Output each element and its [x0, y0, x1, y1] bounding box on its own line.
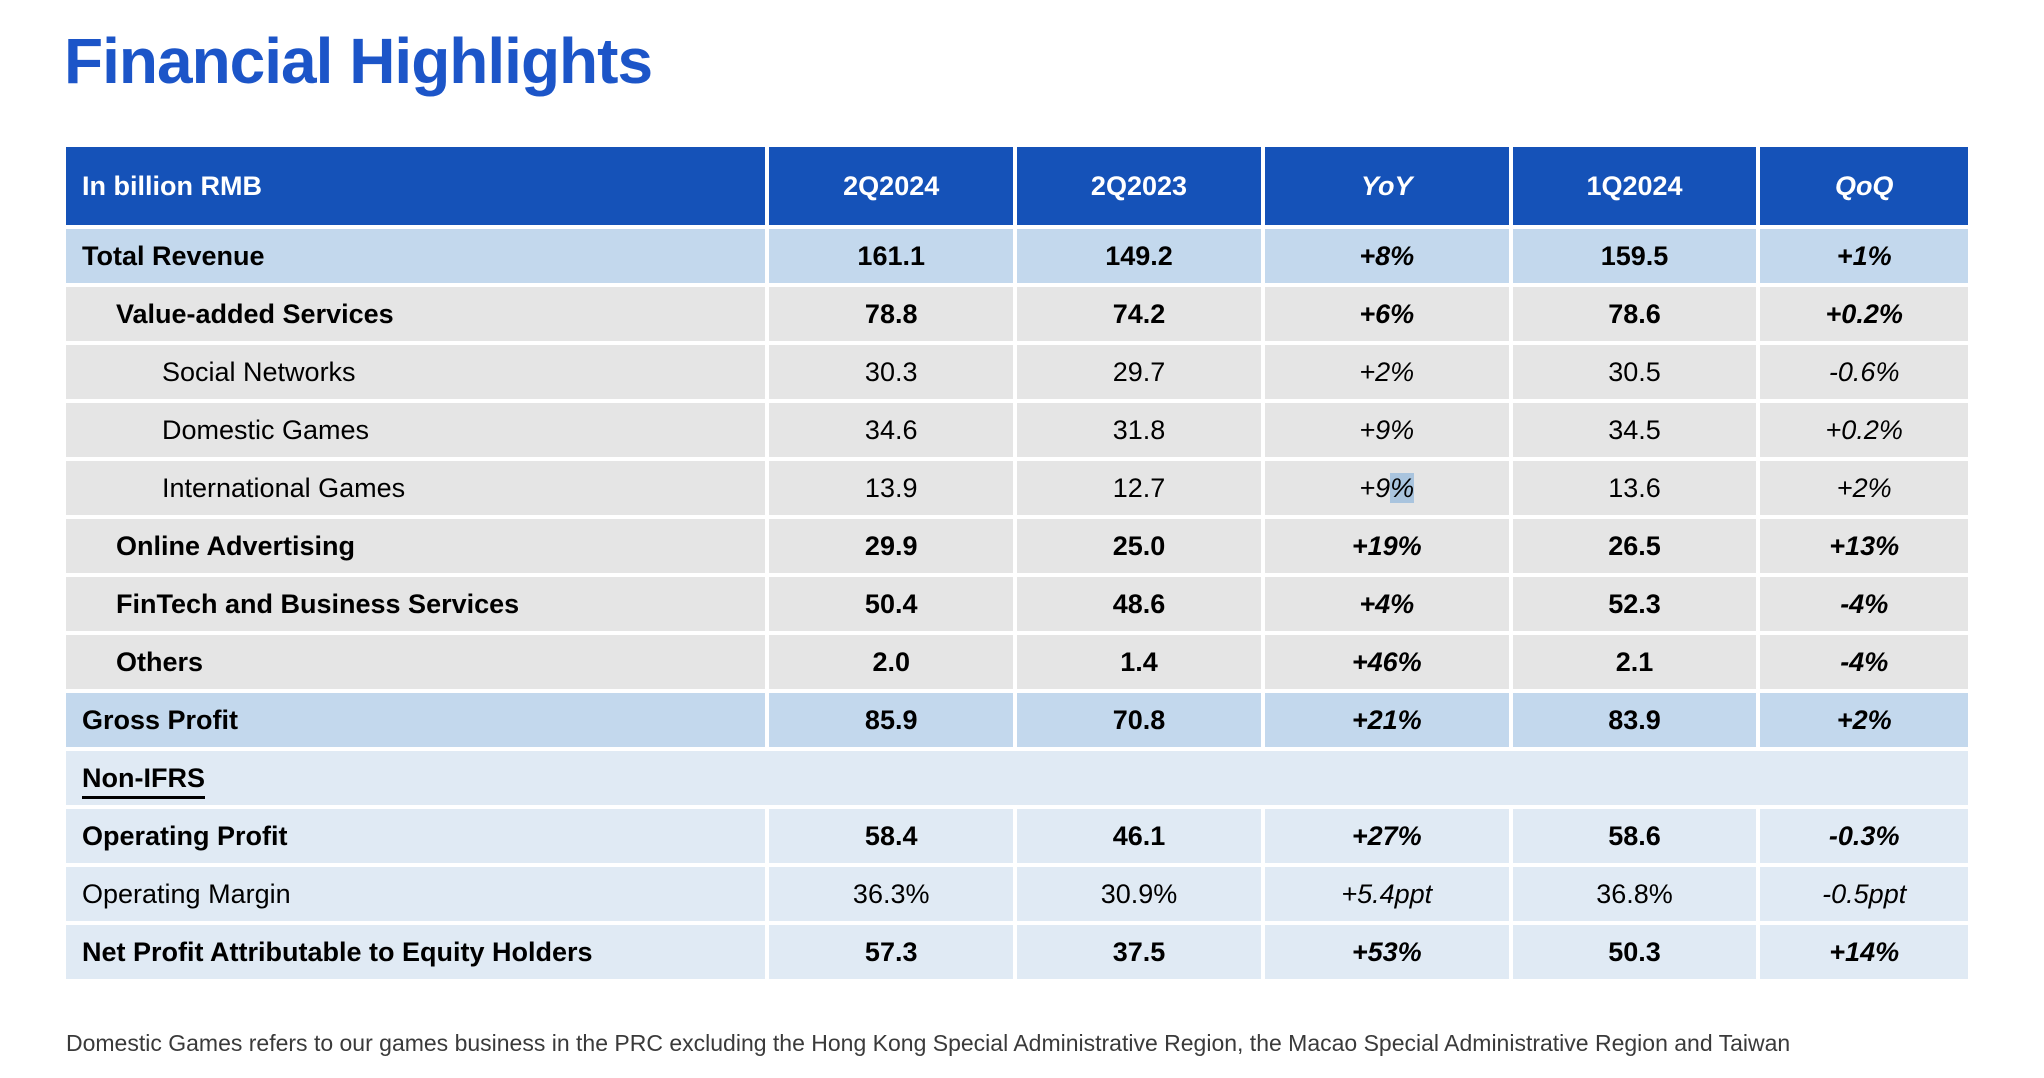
- table-row: [64, 807, 1970, 865]
- cell-2q2023: 37.5: [1015, 923, 1263, 981]
- cell-yoy: +27%: [1263, 807, 1511, 865]
- cell-yoy: +6%: [1263, 285, 1511, 343]
- cell-2q2023: 30.9%: [1015, 865, 1263, 923]
- row-label: Operating Margin: [64, 865, 767, 923]
- row-label: International Games: [64, 459, 767, 517]
- cell-yoy: +46%: [1263, 633, 1511, 691]
- table-row: [64, 633, 1970, 691]
- cell-1q2024: 34.5: [1511, 401, 1759, 459]
- table-row: [64, 575, 1970, 633]
- cell-yoy: +19%: [1263, 517, 1511, 575]
- cell-2q2023: 29.7: [1015, 343, 1263, 401]
- header-qoq: QoQ: [1758, 145, 1970, 227]
- row-label: Others: [64, 633, 767, 691]
- table-row: [64, 459, 1970, 517]
- row-label: Social Networks: [64, 343, 767, 401]
- cell-2q2024: 161.1: [767, 227, 1015, 285]
- table-row: [64, 285, 1970, 343]
- cell-1q2024: 78.6: [1511, 285, 1759, 343]
- row-label: [64, 749, 1970, 807]
- cell-1q2024: 159.5: [1511, 227, 1759, 285]
- table-header: [64, 145, 1970, 227]
- table-row: [64, 401, 1970, 459]
- cell-qoq: -0.6%: [1758, 343, 1970, 401]
- cell-2q2023: 70.8: [1015, 691, 1263, 749]
- table-row: [64, 865, 1970, 923]
- row-label: Operating Profit: [64, 807, 767, 865]
- cell-2q2024: 34.6: [767, 401, 1015, 459]
- table-row: [64, 343, 1970, 401]
- cell-2q2023: 48.6: [1015, 575, 1263, 633]
- cell-qoq: -4%: [1758, 633, 1970, 691]
- header-unit-label: In billion RMB: [64, 145, 767, 227]
- cell-2q2024: 58.4: [767, 807, 1015, 865]
- header-1q2024: 1Q2024: [1511, 145, 1759, 227]
- row-label: Value-added Services: [64, 285, 767, 343]
- cell-yoy: +5.4ppt: [1263, 865, 1511, 923]
- cell-2q2024: 36.3%: [767, 865, 1015, 923]
- table-row: [64, 517, 1970, 575]
- cell-yoy: +8%: [1263, 227, 1511, 285]
- section-row: [64, 749, 1970, 807]
- cell-2q2024: 13.9: [767, 459, 1015, 517]
- page-title: Financial Highlights: [64, 25, 653, 97]
- cell-2q2023: 46.1: [1015, 807, 1263, 865]
- cell-2q2023: 12.7: [1015, 459, 1263, 517]
- cell-2q2024: 57.3: [767, 923, 1015, 981]
- cell-qoq: +0.2%: [1758, 401, 1970, 459]
- cell-2q2024: 78.8: [767, 285, 1015, 343]
- cell-2q2023: 31.8: [1015, 401, 1263, 459]
- cell-yoy: +53%: [1263, 923, 1511, 981]
- cell-2q2023: 25.0: [1015, 517, 1263, 575]
- cell-1q2024: 36.8%: [1511, 865, 1759, 923]
- row-label: Net Profit Attributable to Equity Holders: [64, 923, 767, 981]
- cell-2q2023: 74.2: [1015, 285, 1263, 343]
- cell-1q2024: 58.6: [1511, 807, 1759, 865]
- cell-qoq: +13%: [1758, 517, 1970, 575]
- table-row: [64, 691, 1970, 749]
- cell-qoq: -0.3%: [1758, 807, 1970, 865]
- header-yoy: YoY: [1263, 145, 1511, 227]
- cell-1q2024: 26.5: [1511, 517, 1759, 575]
- header-2q2023: 2Q2023: [1015, 145, 1263, 227]
- cell-1q2024: 30.5: [1511, 343, 1759, 401]
- section-label-underlined: Non-IFRS: [82, 763, 205, 799]
- cell-yoy: +9%: [1263, 401, 1511, 459]
- table-row: [64, 227, 1970, 285]
- cell-qoq: +1%: [1758, 227, 1970, 285]
- cell-yoy: +4%: [1263, 575, 1511, 633]
- row-label: Gross Profit: [64, 691, 767, 749]
- text-selection-highlight: %: [1390, 472, 1415, 503]
- cell-2q2024: 29.9: [767, 517, 1015, 575]
- cell-1q2024: 50.3: [1511, 923, 1759, 981]
- cell-qoq: +14%: [1758, 923, 1970, 981]
- financial-highlights-table: [62, 143, 1972, 983]
- cell-qoq: +2%: [1758, 691, 1970, 749]
- cell-2q2024: 2.0: [767, 633, 1015, 691]
- cell-yoy: +21%: [1263, 691, 1511, 749]
- row-label: Total Revenue: [64, 227, 767, 285]
- cell-2q2023: 1.4: [1015, 633, 1263, 691]
- row-label: Online Advertising: [64, 517, 767, 575]
- cell-yoy: +2%: [1263, 343, 1511, 401]
- cell-qoq: -0.5ppt: [1758, 865, 1970, 923]
- header-2q2024: 2Q2024: [767, 145, 1015, 227]
- cell-1q2024: 13.6: [1511, 459, 1759, 517]
- cell-2q2023: 149.2: [1015, 227, 1263, 285]
- cell-2q2024: 50.4: [767, 575, 1015, 633]
- row-label: FinTech and Business Services: [64, 575, 767, 633]
- cell-qoq: -4%: [1758, 575, 1970, 633]
- table-body: [64, 227, 1970, 981]
- cell-qoq: +2%: [1758, 459, 1970, 517]
- cell-yoy: +9%: [1263, 459, 1511, 517]
- cell-2q2024: 30.3: [767, 343, 1015, 401]
- footnote: Domestic Games refers to our games business in the PRC excluding the Hong Kong Special Administrative Region, the Macao Special Administrative Region and Taiwan: [66, 1030, 1791, 1056]
- cell-qoq: +0.2%: [1758, 285, 1970, 343]
- cell-1q2024: 2.1: [1511, 633, 1759, 691]
- table-row: [64, 923, 1970, 981]
- header-row: [64, 145, 1970, 227]
- cell-1q2024: 52.3: [1511, 575, 1759, 633]
- cell-1q2024: 83.9: [1511, 691, 1759, 749]
- row-label: Domestic Games: [64, 401, 767, 459]
- cell-2q2024: 85.9: [767, 691, 1015, 749]
